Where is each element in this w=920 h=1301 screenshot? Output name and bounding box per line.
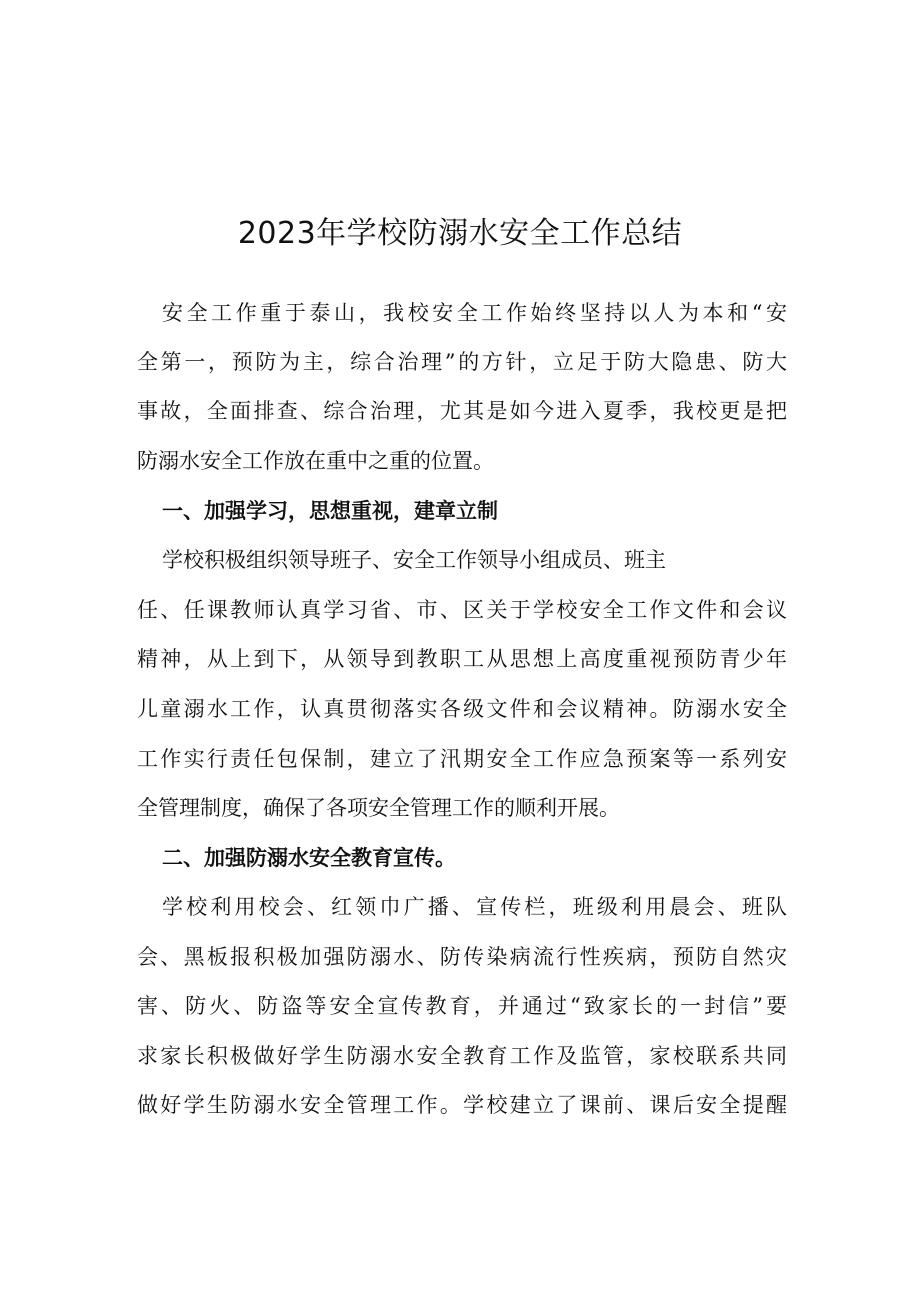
section-heading: 二、加强防溺水安全教育宣传。 [162, 846, 456, 870]
section-line: 工作实行责任包保制，建立了汛期安全工作应急预案等一系列安 [137, 747, 787, 771]
intro-line: 防溺水安全工作放在重中之重的位置。 [137, 449, 494, 473]
section-line: 全管理制度，确保了各项安全管理工作的顺利开展。 [137, 796, 620, 820]
section-line: 学校利用校会、红领巾广播、宣传栏，班级利用晨会、班队 [162, 895, 787, 919]
section-line: 会、黑板报积极加强防溺水、防传染病流行性疾病，预防自然灾 [137, 945, 787, 969]
section-line: 学校积极组织领导班子、安全工作领导小组成员、班主 [162, 548, 666, 572]
section-line: 求家长积极做好学生防溺水安全教育工作及监管，家校联系共同 [137, 1044, 787, 1068]
intro-line: 事故，全面排查、综合治理，尤其是如今进入夏季，我校更是把 [137, 399, 787, 423]
section-line: 精神，从上到下，从领导到教职工从思想上高度重视预防青少年 [137, 647, 787, 671]
section-line: 害、防火、防盗等安全宣传教育，并通过“致家长的一封信”要 [137, 994, 787, 1018]
section-line: 任、任课教师认真学习省、市、区关于学校安全工作文件和会议 [137, 598, 787, 622]
intro-line: 安全工作重于泰山，我校安全工作始终坚持以人为本和“安 [162, 301, 787, 325]
section-heading: 一、加强学习，思想重视，建章立制 [162, 499, 498, 523]
section-line: 做好学生防溺水安全管理工作。学校建立了课前、课后安全提醒 [137, 1093, 787, 1117]
document-title: 2023年学校防溺水安全工作总结 [237, 216, 683, 251]
intro-line: 全第一，预防为主，综合治理”的方针，立足于防大隐患、防大 [137, 350, 787, 374]
section-line: 儿童溺水工作，认真贯彻落实各级文件和会议精神。防溺水安全 [137, 697, 787, 721]
